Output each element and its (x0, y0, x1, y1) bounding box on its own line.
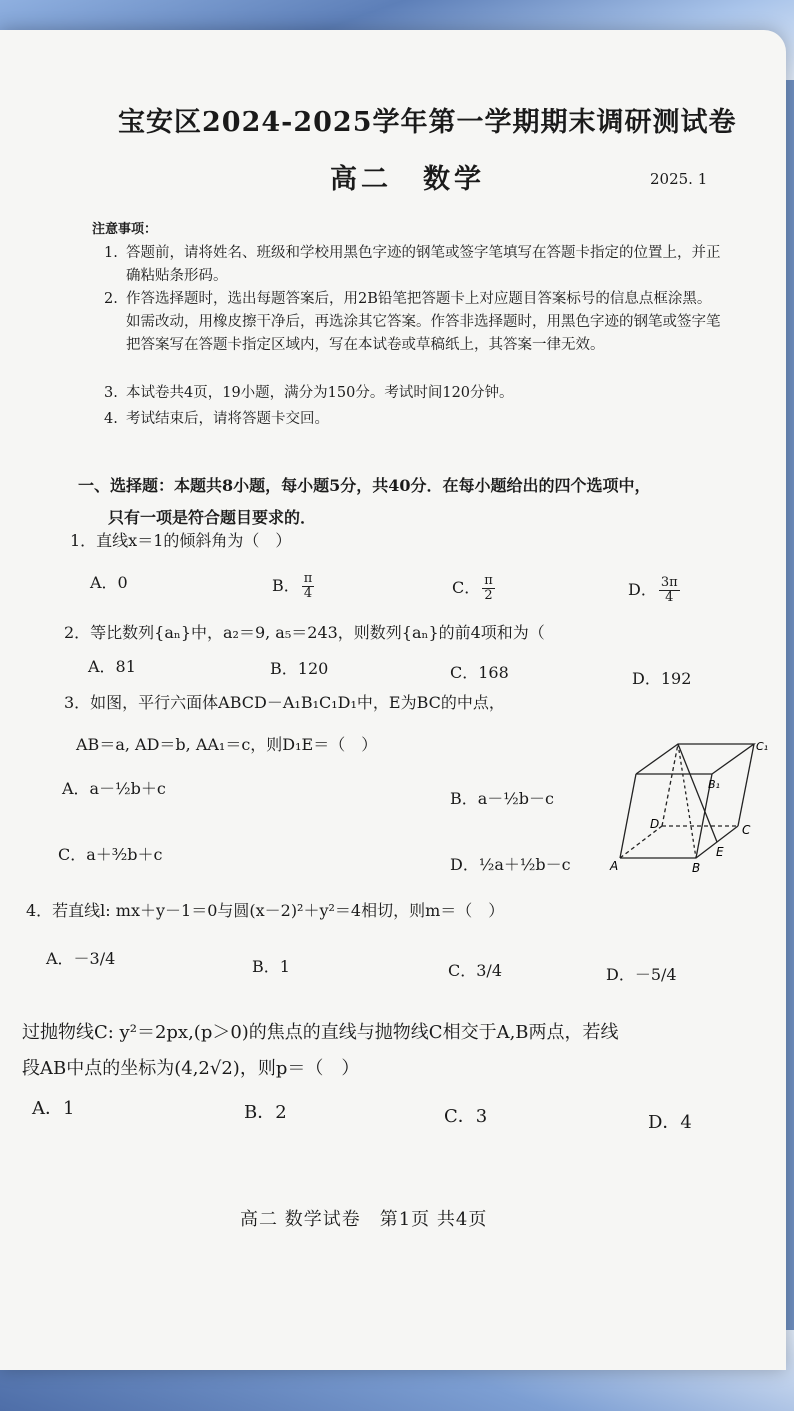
note-text: 答题前，请将姓名、班级和学校用黑色字迹的钢笔或签字笔填写在答题卡指定的位置上，并正确粘贴条形码。 (126, 245, 721, 284)
fraction (482, 574, 495, 603)
q4-option-c: C．3/4 (448, 961, 502, 980)
q3-option-b: B．a－½b－c (450, 789, 555, 808)
q5-option-b: B．2 (244, 1102, 287, 1123)
numerator: π (484, 573, 493, 588)
option-label: B． (272, 576, 300, 595)
parallelepiped-figure (608, 736, 778, 876)
denominator: 2 (484, 588, 493, 603)
q3-stem-line-2: AB＝a, AD＝b, AA₁＝c，则D₁E＝（ ） (76, 735, 378, 754)
note-number: 1. (104, 245, 118, 261)
option-label: C． (452, 578, 481, 597)
fraction (302, 572, 315, 601)
numerator: 3π (660, 575, 678, 590)
q1-option-a: A．0 (90, 573, 128, 592)
vertex-label-b1: B₁ (708, 778, 720, 791)
vertex-label-a: A (610, 859, 619, 873)
exam-subtitle: 高二 数学 (330, 164, 485, 195)
q5-option-a: A．1 (32, 1098, 75, 1119)
q1-option-c (452, 574, 497, 603)
q5-stem-line-2: 段AB中点的坐标为(4,2√2)，则p＝（ ） (22, 1058, 360, 1079)
vertex-label-e: E (716, 845, 724, 859)
note-text: 本试卷共4页，19小题，满分为150分。考试时间120分钟。 (126, 385, 514, 401)
section-line-2: 只有一项是符合题目要求的． (108, 508, 317, 527)
section-line-1: 一、选择题：本题共8小题，每小题5分，共40分．在每小题给出的四个选项中， (78, 476, 651, 495)
page-footer: 高二 数学试卷 第1页 共4页 (240, 1209, 488, 1230)
q1-option-d (628, 576, 682, 605)
vertex-label-d: D (650, 817, 660, 831)
q2-option-c: C．168 (450, 663, 509, 682)
vertex-label-c: C (742, 823, 751, 837)
q5-stem-line-1: 过抛物线C: y²＝2px,(p＞0)的焦点的直线与抛物线C相交于A,B两点，若线 (22, 1022, 619, 1043)
note-item-2 (104, 288, 724, 357)
q4-stem: 4．若直线l: mx＋y－1＝0与圆(x－2)²＋y²＝4相切，则m＝（ ） (26, 901, 505, 920)
q4-option-a: A．－3/4 (46, 949, 116, 968)
note-number: 2. (104, 291, 118, 307)
denominator: 4 (303, 586, 313, 601)
vertex-label-c1: C₁ (756, 740, 769, 753)
note-text: 考试结束后，请将答题卡交回。 (126, 411, 329, 427)
q3-stem-line-1: 3．如图，平行六面体ABCD－A₁B₁C₁D₁中，E为BC的中点， (64, 693, 505, 712)
q2-stem: 2．等比数列{aₙ}中，a₂＝9, a₅＝243，则数列{aₙ}的前4项和为（ (64, 623, 545, 642)
section-heading (78, 470, 718, 534)
q4-option-d: D．－5/4 (606, 965, 677, 984)
q5-option-d: D．4 (648, 1112, 692, 1133)
note-number: 3. (104, 385, 118, 401)
notes-heading: 注意事项： (92, 222, 158, 237)
numerator: π (303, 571, 313, 586)
note-item-1 (104, 242, 724, 288)
q1-stem: 1．直线x＝1的倾斜角为（ ） (70, 531, 292, 550)
note-item-3 (104, 382, 724, 405)
q2-option-b: B．120 (270, 659, 329, 678)
q2-option-d: D．192 (632, 669, 692, 688)
note-text: 作答选择题时，选出每题答案后，用2B铅笔把答题卡上对应题目答案标号的信息点框涂黑。如需改动，用橡皮擦干净后，再选涂其它答案。作答非选择题时，用黑色字迹的钢笔或签字笔把答案写在答题卡指定区域内，写在本试卷或草稿纸上，其答案一律无效。 (126, 291, 721, 353)
q2-option-a: A．81 (88, 657, 136, 676)
note-number: 4. (104, 411, 118, 427)
exam-title: 宝安区2024-2025学年第一学期期末调研测试卷 (118, 107, 737, 138)
q3-option-c: C．a＋³⁄₂b＋c (58, 845, 163, 864)
q1-option-b (272, 572, 316, 601)
note-item-4 (104, 408, 724, 431)
q3-option-a: A．a－½b＋c (62, 779, 166, 798)
option-label: D． (628, 580, 657, 599)
q4-option-b: B．1 (252, 957, 290, 976)
vertex-label-b: B (692, 861, 701, 875)
fraction (659, 576, 680, 605)
exam-date: 2025. 1 (650, 170, 708, 188)
q3-option-d: D．½a＋½b－c (450, 855, 571, 874)
q5-option-c: C．3 (444, 1106, 488, 1127)
denominator: 4 (665, 590, 674, 605)
